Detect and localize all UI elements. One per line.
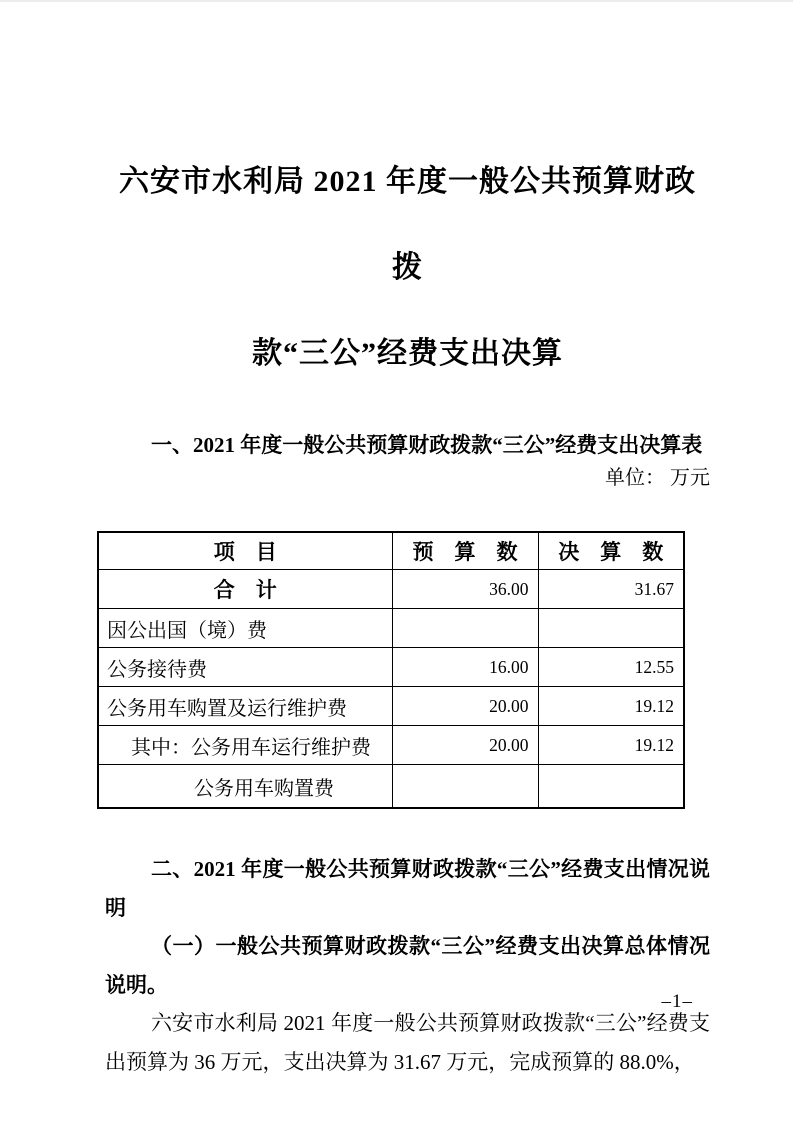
document-title — [105, 139, 710, 397]
table-row-reception — [98, 648, 684, 687]
budget-value: 16.00 — [392, 648, 538, 687]
row-label: 公务用车购置及运行维护费 — [98, 687, 392, 726]
final-value: 12.55 — [538, 648, 684, 687]
document-content — [97, 0, 710, 1081]
final-value — [538, 765, 684, 809]
row-label: 公务用车购置费 — [98, 765, 392, 809]
final-value: 19.12 — [538, 726, 684, 765]
table-header-final: 决 算 数 — [538, 532, 684, 570]
budget-value: 36.00 — [392, 570, 538, 609]
table-header-item: 项 目 — [98, 532, 392, 570]
budget-value — [392, 609, 538, 648]
row-label: 合 计 — [98, 570, 392, 609]
row-label: 因公出国（境）费 — [98, 609, 392, 648]
table-row-abroad — [98, 609, 684, 648]
body-paragraph: 六安市水利局 2021 年度一般公共预算财政拨款“三公”经费支出预算为 36 万元，支出决算为 31.67 万元，完成预算的 88.0%， — [105, 1011, 710, 1074]
budget-value: 20.00 — [392, 726, 538, 765]
expenditure-table — [97, 531, 685, 809]
table-row-vehicle-operation — [98, 726, 684, 765]
section1-heading: 一、2021 年度一般公共预算财政拨款“三公”经费支出决算表 — [151, 433, 703, 457]
row-label: 其中：公务用车运行维护费 — [98, 726, 392, 765]
final-value: 19.12 — [538, 687, 684, 726]
page-number: –1– — [661, 991, 693, 1012]
document-title-line2: 款“三公”经费支出决算 — [252, 337, 563, 370]
final-value — [538, 609, 684, 648]
budget-value: 20.00 — [392, 687, 538, 726]
table-row-total — [98, 570, 684, 609]
section2 — [105, 850, 710, 1081]
unit-label: 单位： 万元 — [605, 467, 710, 489]
table-header-row — [98, 532, 684, 570]
section2-heading: 二、2021 年度一般公共预算财政拨款“三公”经费支出情况说明 — [105, 857, 710, 920]
row-label: 公务接待费 — [98, 648, 392, 687]
document-title-line1: 六安市水利局 2021 年度一般公共预算财政拨 — [119, 165, 696, 284]
table-header-budget: 预 算 数 — [392, 532, 538, 570]
final-value: 31.67 — [538, 570, 684, 609]
section2-subheading: （一）一般公共预算财政拨款“三公”经费支出决算总体情况说明。 — [105, 934, 710, 997]
budget-value — [392, 765, 538, 809]
table-row-vehicle-total — [98, 687, 684, 726]
table-row-vehicle-purchase — [98, 765, 684, 809]
